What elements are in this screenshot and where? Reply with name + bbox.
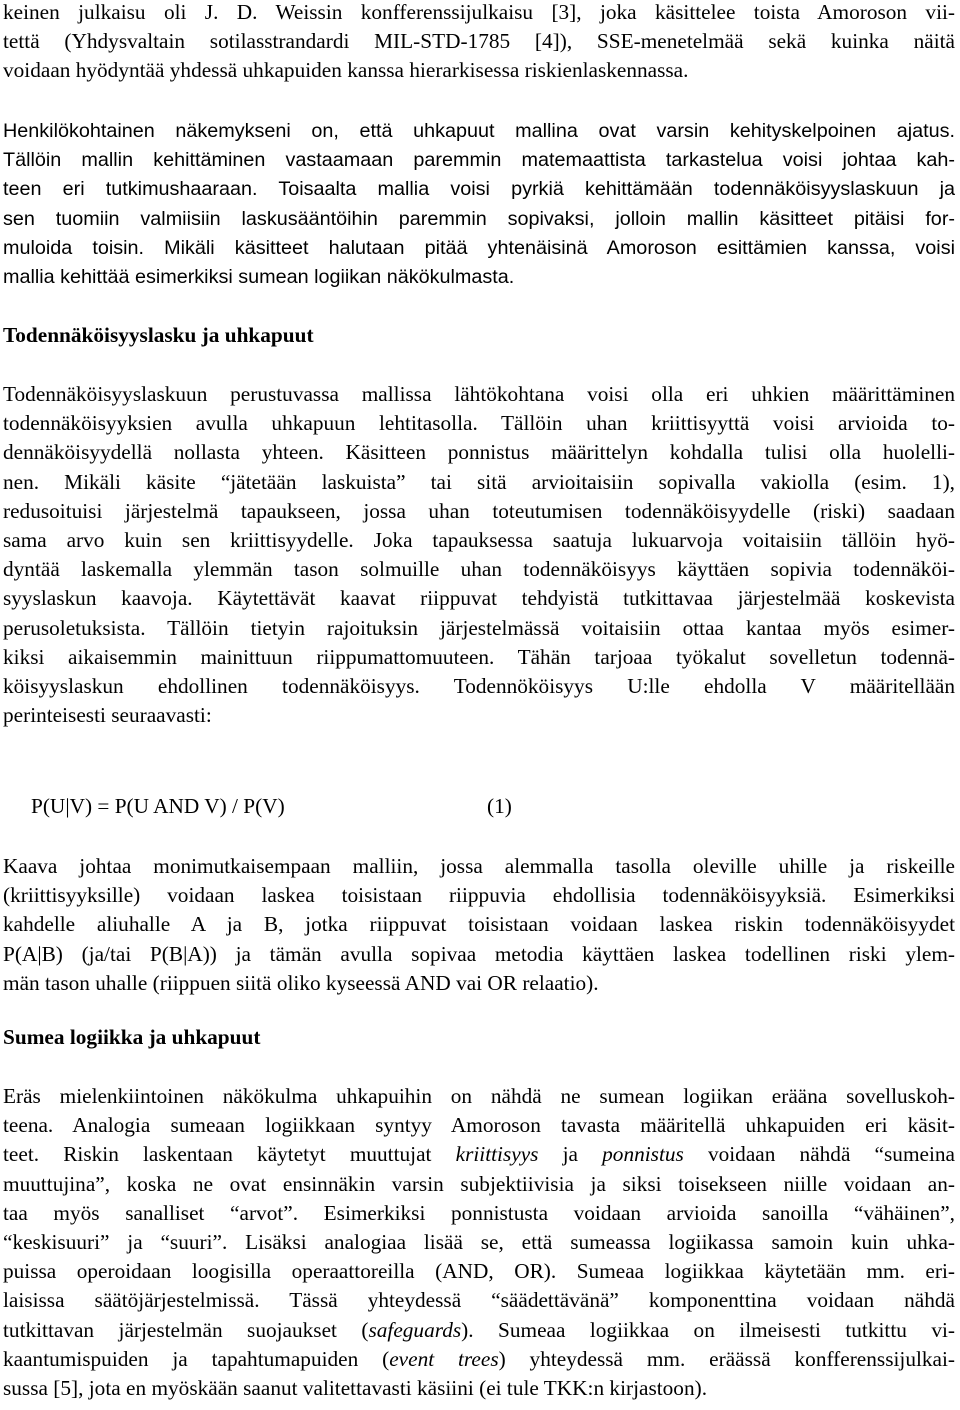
text-segment: laisissa säätöjärjestelmissä. Tässä yhteydessä “säädettävänä” komponenttina voidaan nähdä — [3, 1288, 955, 1313]
text-segment: tutkittavan järjestelmän suojaukset ( — [3, 1317, 369, 1342]
intro-paragraph — [3, 0, 955, 86]
text-line: nen. Mikäli käsite “jätetään laskuista” tai sitä arvioitaisiin sopivalla vakiolla (esim. 1), — [3, 469, 955, 494]
text-line: keinen julkaisu oli J. D. Weissin konfferenssijulkaisu [3], joka käsittelee toista Amoroson vii- — [3, 0, 955, 24]
text-line: (kriittisyyksille) voidaan laskea toisistaan riippuvia ehdollisia todennäköisyyksiä. Esimerkiksi — [3, 883, 955, 908]
text-line: sen tuomiin valmiisiin laskusääntöihin paremmin sopivaksi, jolloin mallin käsitteet pitäisi for- — [3, 207, 955, 230]
text-line: Todennäköisyyslaskuun perustuvassa mallissa lähtökohtana voisi olla eri uhkien määrittäminen — [3, 382, 955, 406]
text-line — [3, 1082, 955, 1111]
text-line: todennäköisyyksien avulla uhkapuun lehtitasolla. Tällöin uhan kriittisyyttä voisi arvioida to- — [3, 411, 955, 436]
fuzzy-logic-paragraph — [3, 1082, 955, 1403]
text-line: sama arvo kuin sen kriittisyydelle. Joka tapauksessa saatuja lukuarvoja voitaisiin tällöin hyö- — [3, 528, 955, 553]
conditional-probability-formula: P(U|V) = P(U AND V) / P(V) — [31, 794, 285, 818]
text-line: kahdelle aliuhalle A ja B, jotka riippuvat toisistaan voidaan laskea riskin todennäköisyydet — [3, 912, 955, 937]
text-line: köisyyslaskun ehdollinen todennäköisyys. Todennököisyys U:lle ehdolla V määritellään — [3, 674, 955, 699]
text-line: muloida toisin. Mikäli käsitteet halutaan pitää yhtenäisinä Amoroson esittämien kanssa, voisi — [3, 236, 955, 259]
text-line: Henkilökohtainen näkemykseni on, että uhkapuut mallina ovat varsin kehityskelpoinen ajatus. — [3, 120, 955, 142]
text-line: teen eri tutkimushaaraan. Toisaalta mallia voisi pyrkiä kehittämään todennäköisyyslaskuun ja — [3, 178, 955, 201]
text-line: mallia kehittää esimerkiksi sumean logiikan näkökulmasta. — [3, 266, 515, 289]
text-line — [3, 1257, 955, 1286]
probability-paragraph — [3, 380, 955, 730]
text-line: Kaava johtaa monimutkaisempaan malliin, jossa alemmalla tasolla oleville uhille ja riskeille — [3, 854, 955, 878]
text-line: dennäköisyydellä nollasta yhteen. Käsitteen ponnistus määrittelyn kohdalla tulisi olla huolelli- — [3, 440, 955, 465]
text-line: tettä (Yhdysvaltain sotilasstrandardi MIL-STD-1785 [4]), SSE-menetelmää sekä kuinka näitä — [3, 29, 955, 54]
italic-term: kriittisyys — [455, 1142, 539, 1167]
italic-term: ponnistus — [602, 1142, 684, 1167]
text-line — [3, 1170, 955, 1199]
equation-number: (1) — [487, 794, 512, 818]
text-segment: muuttujina”, koska ne ovat ensinnäkin varsin subjektiivisia ja siksi toisekseen niille voidaan an- — [3, 1171, 955, 1196]
text-line: redusoituisi järjestelmä tapaukseen, jossa uhan toteutumisen todennäköisyydelle (riski) saadaan — [3, 498, 955, 523]
text-line: män tason uhalle (riippuen siitä oliko kyseessä AND vai OR relaatio). — [3, 970, 599, 995]
text-segment: puissa operoidaan loogisilla operaattoreilla (AND, OR). Sumeaa logiikkaa käytetään mm. eri- — [3, 1259, 955, 1284]
text-line — [3, 1111, 955, 1140]
text-segment: ) yhteydessä mm. eräässä konfferenssijulkai- — [498, 1346, 955, 1371]
text-line — [3, 1374, 955, 1403]
italic-term: safeguards — [368, 1317, 462, 1342]
text-line: syyslaskun kaavoja. Käytettävät kaavat riippuvat tehdyistä tutkittavaa järjestelmää koskevista — [3, 586, 955, 611]
section-heading-fuzzy: Sumea logiikka ja uhkapuut — [3, 1025, 261, 1049]
text-segment: teet. Riskin laskentaan käytetyt muuttujat — [3, 1142, 456, 1167]
text-segment: ). Sumeaa logiikkaa on ilmeisesti tutkittu vi- — [461, 1317, 955, 1342]
text-line: perinteisesti seuraavasti: — [3, 703, 212, 728]
text-line — [3, 1345, 955, 1374]
text-line — [3, 1140, 955, 1169]
text-line — [3, 1286, 955, 1315]
text-segment: kaantumispuiden ja tapahtumapuiden ( — [3, 1346, 390, 1371]
text-line: P(A|B) (ja/tai P(B|A)) ja tämän avulla sopivaa metodia käyttäen laskea todellinen riski ylem- — [3, 941, 955, 966]
italic-term: event trees — [389, 1346, 499, 1371]
text-segment: “keskisuuri” ja “suuri”. Lisäksi analogiaa lisää se, että sumeassa logiikassa samoin kuin uhka- — [3, 1230, 955, 1255]
formula-explanation-paragraph — [3, 852, 955, 998]
text-segment: voidaan nähdä “sumeina — [683, 1142, 955, 1167]
text-segment: sussa [5], jota en myöskään saanut valitettavasti käsiini (ei tule TKK:n kirjastoon). — [3, 1376, 708, 1401]
text-line: kiksi aikaisemmin mainittuun riippumattomuuteen. Tähän tarjoaa työkalut sovelletun todennä- — [3, 644, 955, 669]
equation-row — [3, 792, 955, 821]
section-heading-probability: Todennäköisyyslasku ja uhkapuut — [3, 323, 314, 347]
text-segment: teena. Analogia sumeaan logiikkaan syntyy Amoroson tavasta määritellä uhkapuiden eri käsit- — [3, 1113, 955, 1138]
opinion-paragraph — [3, 117, 955, 292]
text-segment: Eräs mielenkiintoinen näkökulma uhkapuihin on nähdä ne sumean logiikan erääna sovelluskoh- — [3, 1084, 955, 1108]
text-line: Tällöin mallin kehittäminen vastaamaan paremmin matemaattista tarkastelua voisi johtaa kah- — [3, 149, 955, 172]
text-segment: taa myös sanalliset “arvot”. Esimerkiksi ponnistusta voidaan arvioida sanoilla “vähäinen”, — [3, 1200, 955, 1225]
text-line: perusoletuksista. Tällöin tietyin rajoituksin järjestelmässä voitaisiin ottaa kantaa myös esimer- — [3, 615, 955, 640]
text-line — [3, 1316, 955, 1345]
text-line: dyntää laskemalla ylemmän tason solmuille uhan todennäköisyys käyttäen sopivia todennäköi- — [3, 557, 955, 582]
text-line: voidaan hyödyntää yhdessä uhkapuiden kanssa hierarkisessa riskienlaskennassa. — [3, 58, 689, 83]
text-segment: ja — [538, 1142, 603, 1167]
text-line — [3, 1199, 955, 1228]
text-line — [3, 1228, 955, 1257]
